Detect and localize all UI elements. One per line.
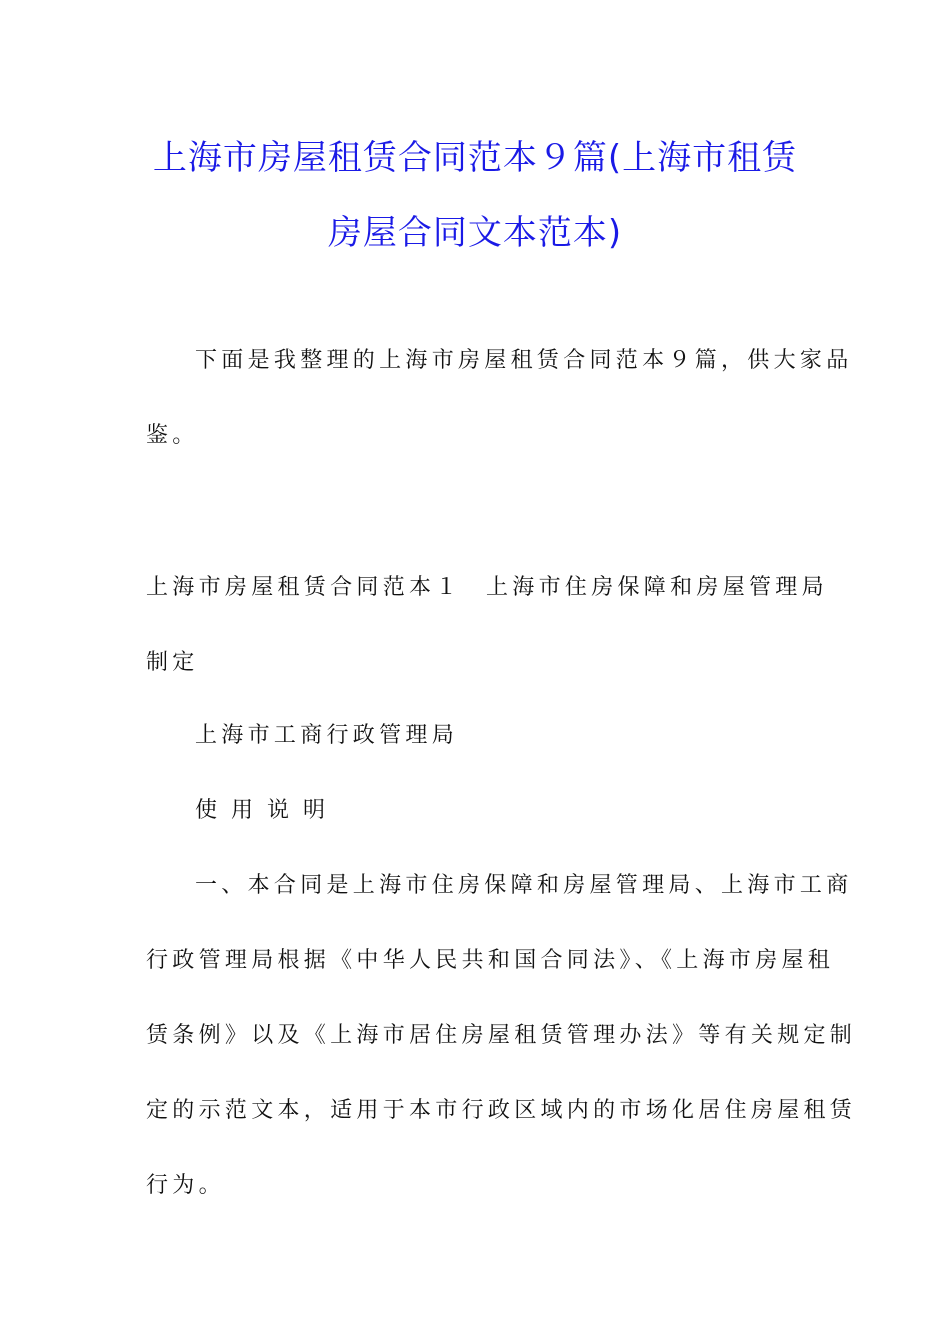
- usage-instructions-heading: 使用说明: [195, 798, 340, 823]
- paragraph-1-line-4: 定的示范文本，适用于本市行政区域内的市场化居住房屋租赁: [146, 1098, 857, 1123]
- intro-paragraph-line-2: 鉴。: [146, 423, 199, 448]
- section-heading: 上海市房屋租赁合同范本１: [146, 575, 462, 600]
- paragraph-1-line-1: 一、本合同是上海市住房保障和房屋管理局、上海市工商: [195, 873, 853, 898]
- issuer-commerce-bureau: 上海市工商行政管理局: [195, 723, 459, 748]
- document-title-line-1: 上海市房屋租赁合同范本９篇(上海市租赁: [152, 138, 798, 178]
- issuer-housing-bureau: 上海市住房保障和房屋管理局: [486, 575, 828, 600]
- paragraph-1-line-3: 赁条例》以及《上海市居住房屋租赁管理办法》等有关规定制: [146, 1023, 857, 1048]
- issuer-housing-bureau-suffix: 制定: [146, 650, 199, 675]
- document-title-line-2: 房屋合同文本范本): [327, 213, 623, 253]
- paragraph-1-line-2: 行政管理局根据《中华人民共和国合同法》、《上海市房屋租: [146, 948, 835, 973]
- intro-paragraph-line-1: 下面是我整理的上海市房屋租赁合同范本９篇，供大家品: [195, 348, 853, 373]
- paragraph-1-line-5: 行为。: [146, 1173, 225, 1198]
